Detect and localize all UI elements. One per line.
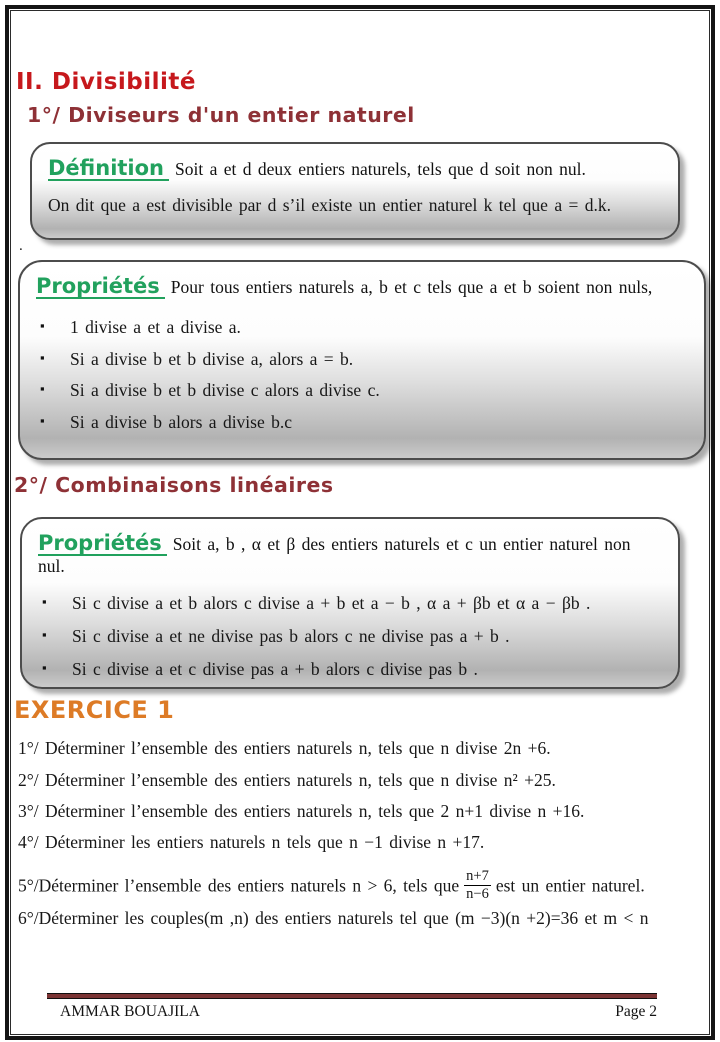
properties-1-intro: Pour tous entiers naturels a, b et c tels que a et b soient non nuls, xyxy=(170,277,653,297)
properties-2-list xyxy=(22,593,678,692)
properties-1-label: Propriétés xyxy=(36,275,165,299)
exercise-item-5-suffix: est un entier naturel. xyxy=(495,875,645,896)
properties-box-2 xyxy=(20,517,680,689)
definition-label: Définition xyxy=(48,157,169,181)
properties-2-item: ▪ Si c divise a et b alors c divise a + b et a − b , α a + βb et α a − βb . xyxy=(42,593,662,626)
exercise-item-4: 4°/ Déterminer les entiers naturels n tels que n −1 divise n +17. xyxy=(18,832,485,852)
exercise-item-3: 3°/ Déterminer l’ensemble des entiers naturels n, tels que 2 n+1 divise n +16. xyxy=(18,801,585,821)
properties-2-item: ▪ Si c divise a et ne divise pas b alors c ne divise pas a + b . xyxy=(42,626,662,659)
footer xyxy=(47,1003,657,1021)
fraction xyxy=(464,869,491,902)
properties-1-item: ▪ Si a divise b alors a divise b.c xyxy=(40,412,688,444)
subsection-heading-1: 1°/ Diviseurs d'un entier naturel xyxy=(27,103,415,127)
properties-1-list xyxy=(20,317,704,443)
exercise-heading: EXERCICE 1 xyxy=(14,696,175,724)
footer-divider xyxy=(47,993,657,999)
properties-1-item: ▪ Si a divise b et b divise c alors a divise c. xyxy=(40,380,688,412)
properties-2-header xyxy=(22,519,678,577)
exercise-item-2: 2°/ Déterminer l’ensemble des entiers naturels n, tels que n divise n² +25. xyxy=(18,770,556,790)
properties-1-item: ▪ 1 divise a et a divise a. xyxy=(40,317,688,349)
properties-box-1 xyxy=(18,260,706,460)
fraction-denominator: n−6 xyxy=(466,886,489,903)
definition-intro: Soit a et d deux entiers naturels, tels que d soit non nul. xyxy=(175,159,586,179)
exercise-item-1: 1°/ Déterminer l’ensemble des entiers naturels n, tels que n divise 2n +6. xyxy=(18,738,551,758)
footer-page-number: Page 2 xyxy=(615,1003,657,1020)
stray-dot: . xyxy=(19,238,23,254)
definition-body: On dit que a est divisible par d s’il existe un entier naturel k tel que a = d.k. xyxy=(48,195,611,216)
definition-box xyxy=(30,142,680,240)
properties-2-label: Propriétés xyxy=(38,532,167,556)
exercise-item-6: 6°/Déterminer les couples(m ,n) des entiers naturels tel que (m −3)(n +2)=36 et m < n xyxy=(18,908,649,928)
properties-1-item: ▪ Si a divise b et b divise a, alors a = b. xyxy=(40,349,688,381)
subsection-heading-2: 2°/ Combinaisons linéaires xyxy=(14,473,334,497)
footer-author: AMMAR BOUAJILA xyxy=(60,1003,200,1020)
fraction-numerator: n+7 xyxy=(464,869,491,886)
definition-box-header xyxy=(32,144,678,181)
properties-2-intro: Soit a, b , α et β des entiers naturels et c un entier naturel non nul. xyxy=(38,534,631,577)
section-heading: II. Divisibilité xyxy=(16,69,196,95)
properties-2-item: ▪ Si c divise a et c divise pas a + b alors c divise pas b . xyxy=(42,659,662,692)
exercise-item-5 xyxy=(18,868,645,904)
exercise-item-5-prefix: 5°/Déterminer l’ensemble des entiers naturels n > 6, tels que xyxy=(18,875,460,896)
properties-1-header xyxy=(20,262,704,299)
